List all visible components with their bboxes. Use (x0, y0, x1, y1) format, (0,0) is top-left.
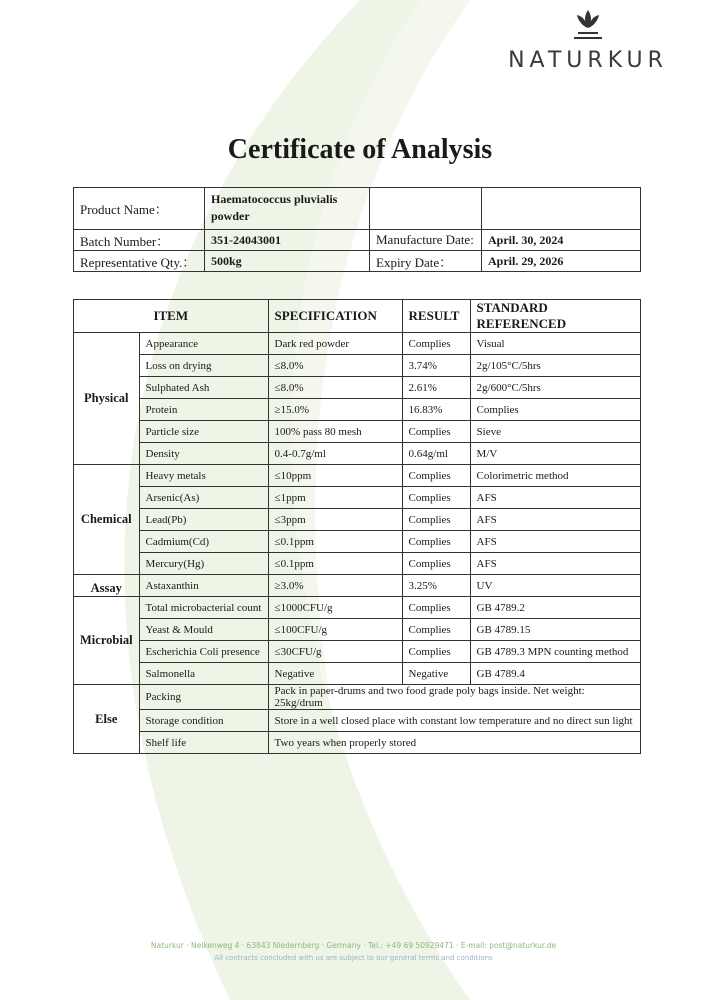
footer-address: Naturkur · Nelkenweg 4 · 63843 Niedernberg · Germany · Tel.: +49 69 50929471 · E-mail: post@naturkur.de (150, 941, 557, 950)
standard-cell: Colorimetric method (470, 465, 640, 487)
header-result: RESULT (402, 300, 470, 333)
specification-cell: 0.4-0.7g/ml (268, 443, 402, 465)
standard-cell: Sieve (470, 421, 640, 443)
result-cell: Complies (402, 553, 470, 575)
expiry-date-label: Expiry Date： (370, 251, 482, 272)
table-row (74, 531, 641, 553)
analysis-table (73, 299, 641, 754)
result-cell: Complies (402, 421, 470, 443)
leaf-sprout-icon (573, 8, 603, 44)
table-row (74, 333, 641, 355)
specification-cell: ≤10ppm (268, 465, 402, 487)
result-cell: Complies (402, 509, 470, 531)
manufacture-date-label: Manufacture Date: (370, 230, 482, 251)
specification-cell: Dark red powder (268, 333, 402, 355)
qty-value: 500kg (205, 251, 370, 272)
specification-cell: ≤1000CFU/g (268, 597, 402, 619)
item-name-cell: Particle size (139, 421, 268, 443)
category-cell: Microbial (74, 597, 140, 685)
item-name-cell: Yeast & Mould (139, 619, 268, 641)
table-row (74, 553, 641, 575)
expiry-date-value: April. 29, 2026 (482, 251, 641, 272)
header-standard: STANDARD REFERENCED (470, 300, 640, 333)
table-row (74, 619, 641, 641)
brand-name: NATURKUR (508, 48, 668, 73)
item-name-cell: Total microbacterial count (139, 597, 268, 619)
item-name-cell: Density (139, 443, 268, 465)
result-cell: Complies (402, 333, 470, 355)
item-name-cell: Astaxanthin (139, 575, 268, 597)
table-row (74, 465, 641, 487)
wide-value-cell: Store in a well closed place with constant low temperature and no direct sun light (268, 710, 640, 732)
result-cell: Complies (402, 531, 470, 553)
table-row (74, 443, 641, 465)
table-header-row (74, 300, 641, 333)
result-cell: Complies (402, 597, 470, 619)
header-specification: SPECIFICATION (268, 300, 402, 333)
result-cell: Complies (402, 465, 470, 487)
qty-label: Representative Qty.： (74, 251, 205, 272)
result-cell: 2.61% (402, 377, 470, 399)
specification-cell: ≤30CFU/g (268, 641, 402, 663)
specification-cell: ≤8.0% (268, 377, 402, 399)
info-row-product (74, 188, 641, 230)
specification-cell: 100% pass 80 mesh (268, 421, 402, 443)
empty-cell (482, 188, 641, 230)
table-row (74, 575, 641, 597)
table-row (74, 355, 641, 377)
standard-cell: 2g/600°C/5hrs (470, 377, 640, 399)
standard-cell: 2g/105°C/5hrs (470, 355, 640, 377)
standard-cell: AFS (470, 531, 640, 553)
item-name-cell: Protein (139, 399, 268, 421)
footer-terms: All contracts concluded with us are subject to our general terms and conditions (214, 954, 493, 962)
batch-number-label: Batch Number： (74, 230, 205, 251)
specification-cell: ≤0.1ppm (268, 553, 402, 575)
specification-cell: ≤8.0% (268, 355, 402, 377)
wide-value-cell: Two years when properly stored (268, 732, 640, 754)
table-row (74, 597, 641, 619)
table-row (74, 641, 641, 663)
result-cell: Complies (402, 619, 470, 641)
analysis-table-body (74, 333, 641, 754)
item-name-cell: Lead(Pb) (139, 509, 268, 531)
info-row-qty (74, 251, 641, 272)
item-name-cell: Sulphated Ash (139, 377, 268, 399)
batch-number-value: 351-24043001 (205, 230, 370, 251)
result-cell: 3.25% (402, 575, 470, 597)
manufacture-date-value: April. 30, 2024 (482, 230, 641, 251)
table-row (74, 732, 641, 754)
category-cell: Assay (74, 575, 140, 597)
result-cell: Complies (402, 641, 470, 663)
result-cell: Negative (402, 663, 470, 685)
item-name-cell: Salmonella (139, 663, 268, 685)
item-name-cell: Shelf life (139, 732, 268, 754)
specification-cell: ≤1ppm (268, 487, 402, 509)
table-row (74, 710, 641, 732)
item-name-cell: Packing (139, 685, 268, 710)
product-name-label: Product Name： (74, 188, 205, 230)
info-row-batch (74, 230, 641, 251)
specification-cell: ≥15.0% (268, 399, 402, 421)
item-name-cell: Cadmium(Cd) (139, 531, 268, 553)
result-cell: Complies (402, 487, 470, 509)
table-row (74, 509, 641, 531)
brand-logo (488, 8, 688, 80)
specification-cell: Negative (268, 663, 402, 685)
category-cell: Physical (74, 333, 140, 465)
result-cell: 3.74% (402, 355, 470, 377)
table-row (74, 421, 641, 443)
standard-cell: M/V (470, 443, 640, 465)
standard-cell: UV (470, 575, 640, 597)
standard-cell: GB 4789.3 MPN counting method (470, 641, 640, 663)
product-info-table (73, 187, 641, 272)
item-name-cell: Escherichia Coli presence (139, 641, 268, 663)
item-name-cell: Heavy metals (139, 465, 268, 487)
standard-cell: GB 4789.15 (470, 619, 640, 641)
page-title: Certificate of Analysis (227, 134, 493, 165)
standard-cell: GB 4789.4 (470, 663, 640, 685)
standard-cell: AFS (470, 553, 640, 575)
item-name-cell: Storage condition (139, 710, 268, 732)
table-row (74, 685, 641, 710)
item-name-cell: Arsenic(As) (139, 487, 268, 509)
standard-cell: GB 4789.2 (470, 597, 640, 619)
result-cell: 0.64g/ml (402, 443, 470, 465)
specification-cell: ≤3ppm (268, 509, 402, 531)
specification-cell: ≤100CFU/g (268, 619, 402, 641)
table-row (74, 399, 641, 421)
category-cell: Else (74, 685, 140, 754)
result-cell: 16.83% (402, 399, 470, 421)
item-name-cell: Mercury(Hg) (139, 553, 268, 575)
product-name-value: Haematococcus pluvialis powder (205, 188, 370, 230)
empty-cell (370, 188, 482, 230)
standard-cell: AFS (470, 509, 640, 531)
item-name-cell: Loss on drying (139, 355, 268, 377)
table-row (74, 663, 641, 685)
standard-cell: Visual (470, 333, 640, 355)
item-name-cell: Appearance (139, 333, 268, 355)
table-row (74, 487, 641, 509)
specification-cell: ≥3.0% (268, 575, 402, 597)
header-item: ITEM (74, 300, 269, 333)
standard-cell: Complies (470, 399, 640, 421)
specification-cell: ≤0.1ppm (268, 531, 402, 553)
wide-value-cell: Pack in paper-drums and two food grade poly bags inside. Net weight: 25kg/drum (268, 685, 640, 710)
standard-cell: AFS (470, 487, 640, 509)
category-cell: Chemical (74, 465, 140, 575)
table-row (74, 377, 641, 399)
